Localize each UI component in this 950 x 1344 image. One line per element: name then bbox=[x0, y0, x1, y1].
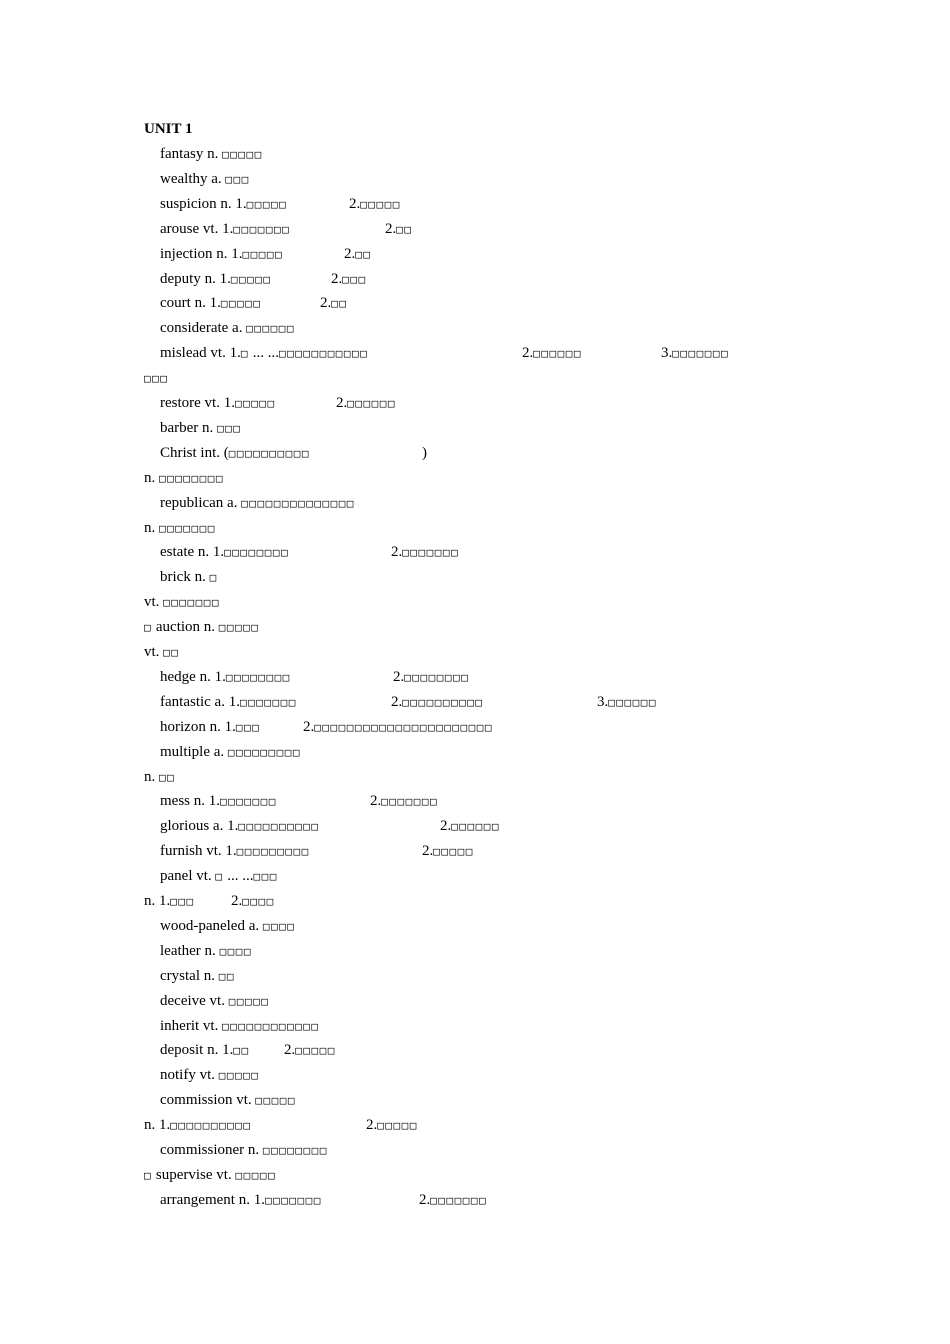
entry-sense bbox=[331, 269, 367, 290]
entry-line bbox=[160, 1065, 259, 1086]
sense-number: 2. bbox=[366, 1117, 378, 1134]
unrendered-glyphs: □□□□□□□□ bbox=[224, 546, 290, 560]
unrendered-glyphs: □□□□□□□ bbox=[233, 222, 291, 236]
entry-line bbox=[160, 1016, 320, 1037]
entry-line bbox=[160, 791, 277, 812]
entry-line bbox=[160, 318, 295, 339]
unrendered-glyphs: □□□□□□□ bbox=[381, 795, 439, 809]
entry-sense bbox=[366, 1115, 418, 1136]
unrendered-glyphs: □□ bbox=[331, 297, 348, 311]
unrendered-glyphs: □□□□ bbox=[219, 944, 253, 958]
unrendered-glyphs: □□□□□ bbox=[228, 994, 270, 1008]
sense-number: 2. bbox=[370, 793, 382, 810]
entry-text: court n. 1. bbox=[160, 295, 221, 312]
entry-text: arouse vt. 1. bbox=[160, 220, 234, 237]
entry-sense bbox=[422, 443, 427, 463]
unrendered-glyphs: □□ bbox=[396, 222, 413, 236]
unrendered-glyphs: □□□□□□□ bbox=[430, 1193, 488, 1207]
entry-sense bbox=[370, 791, 438, 812]
entry-sense bbox=[344, 244, 372, 265]
unrendered-glyphs: □□□□□□□ bbox=[159, 521, 216, 535]
unrendered-glyphs: □□□□□□ bbox=[246, 322, 295, 336]
unrendered-glyphs: □□□□□□□□□□□ bbox=[278, 347, 369, 361]
sense-number: 2. bbox=[320, 295, 332, 312]
entry-line bbox=[144, 617, 259, 638]
entry-text: mess n. 1. bbox=[160, 793, 220, 810]
entry-text: furnish vt. 1. bbox=[160, 843, 237, 860]
unrendered-glyphs: □□□□□ bbox=[433, 845, 474, 859]
entry-text: considerate a. bbox=[160, 320, 247, 337]
entry-line bbox=[144, 518, 216, 539]
entry-text: n. bbox=[144, 469, 159, 486]
unrendered-glyphs: □□□□□ bbox=[235, 1168, 277, 1182]
unrendered-glyphs: □□ bbox=[233, 1044, 250, 1058]
unrendered-glyphs: □□□□□ bbox=[222, 148, 263, 161]
entry-sense bbox=[661, 343, 729, 364]
entry-text: brick n. bbox=[160, 569, 210, 586]
entry-line bbox=[160, 941, 252, 962]
entry-sense bbox=[393, 667, 469, 688]
unrendered-glyphs: □□□□□ bbox=[220, 297, 262, 311]
entry-text: wood-paneled a. bbox=[160, 917, 263, 934]
entry-line bbox=[160, 343, 368, 364]
unrendered-glyphs: □ bbox=[144, 1168, 153, 1182]
entry-line bbox=[160, 567, 218, 588]
entry-line bbox=[160, 692, 297, 713]
entry-text: multiple a. bbox=[160, 743, 228, 760]
entry-text: n. bbox=[144, 519, 159, 536]
sense-number: 2. bbox=[284, 1042, 296, 1059]
sense-number: 2. bbox=[349, 195, 361, 212]
unrendered-glyphs: □□□□□□ bbox=[608, 695, 657, 709]
entry-text: vt. bbox=[144, 644, 164, 660]
unrendered-glyphs: □□□□□□ bbox=[451, 820, 500, 834]
unrendered-glyphs: □□□□□□□ bbox=[220, 795, 277, 809]
entry-text: fantastic a. 1. bbox=[160, 693, 240, 710]
entry-line bbox=[144, 1165, 276, 1186]
entry-text: commissioner n. bbox=[160, 1142, 263, 1158]
entry-sense bbox=[385, 219, 413, 240]
unrendered-glyphs: □□ bbox=[355, 247, 372, 261]
entry-text: fantasy n. bbox=[160, 146, 223, 162]
entry-line bbox=[160, 1190, 322, 1211]
entry-text: Christ int. ( bbox=[160, 444, 229, 461]
entry-text: deposit n. 1. bbox=[160, 1042, 234, 1059]
sense-number: 3. bbox=[661, 345, 673, 362]
unrendered-glyphs: □□□□□□□ bbox=[672, 347, 730, 361]
unrendered-glyphs: □□□ bbox=[253, 870, 278, 884]
entry-text: vt. bbox=[144, 594, 164, 611]
unrendered-glyphs: □□□□□□□□ bbox=[262, 1144, 328, 1157]
unrendered-glyphs: □□□ bbox=[225, 172, 250, 186]
unrendered-glyphs: □□□□□□□□□□ bbox=[402, 695, 484, 709]
unrendered-glyphs: □□□□□ bbox=[218, 1069, 260, 1083]
entry-line bbox=[160, 293, 261, 314]
entry-line bbox=[144, 891, 195, 912]
entry-text: n. bbox=[144, 768, 159, 785]
unrendered-glyphs: □□□□□□□□□□ bbox=[238, 820, 320, 834]
unrendered-glyphs: □□□□□ bbox=[295, 1044, 336, 1058]
entry-line bbox=[160, 219, 290, 240]
entry-sense bbox=[231, 891, 275, 912]
entry-line bbox=[144, 468, 224, 489]
entry-line bbox=[160, 1140, 328, 1161]
unrendered-glyphs: □ bbox=[209, 571, 218, 585]
unrendered-glyphs: □□□□ bbox=[262, 919, 296, 933]
entry-line bbox=[160, 194, 287, 215]
sense-number: 2. bbox=[391, 544, 403, 561]
entry-text: restore vt. 1. bbox=[160, 395, 235, 411]
entry-text: barber n. bbox=[160, 419, 218, 436]
entry-line bbox=[160, 443, 310, 464]
sense-number: 3. bbox=[597, 693, 609, 710]
entry-line bbox=[160, 841, 310, 862]
entry-text: commission vt. bbox=[160, 1092, 256, 1109]
entry-text: ... ... bbox=[223, 868, 254, 885]
entry-sense bbox=[522, 343, 582, 364]
entry-line bbox=[160, 144, 263, 165]
entry-text: republican a. bbox=[160, 494, 242, 511]
unrendered-glyphs: □□□□□ bbox=[230, 272, 272, 286]
unrendered-glyphs: □□□□□□□□ bbox=[225, 670, 291, 684]
entry-text: mislead vt. 1. bbox=[160, 345, 241, 362]
unrendered-glyphs: □ bbox=[144, 621, 153, 635]
unrendered-glyphs: □□□□□ bbox=[377, 1119, 418, 1133]
entry-text: inherit vt. bbox=[160, 1017, 223, 1034]
entry-sense bbox=[422, 841, 474, 862]
unrendered-glyphs: □□□□□ bbox=[234, 397, 276, 410]
unrendered-glyphs: □ bbox=[215, 870, 224, 884]
sense-number: 2. bbox=[391, 693, 403, 710]
unrendered-glyphs: □□□□□□□□ bbox=[159, 471, 224, 485]
unrendered-glyphs: □□□ bbox=[217, 421, 242, 435]
unrendered-glyphs: □□□□□□□□□□□□□□□□□□□□□□ bbox=[314, 720, 493, 734]
entry-sense bbox=[303, 717, 493, 738]
sense-number: 2. bbox=[385, 220, 397, 237]
entry-sense bbox=[419, 1190, 487, 1211]
entry-sense bbox=[284, 1040, 336, 1061]
entry-text: crystal n. bbox=[160, 967, 219, 984]
sense-number: 2. bbox=[303, 718, 315, 735]
unrendered-glyphs: □□□□□□□□□ bbox=[227, 745, 302, 759]
sense-number: 2. bbox=[344, 245, 356, 262]
unrendered-glyphs: □□□ bbox=[235, 720, 261, 734]
entry-text: panel vt. bbox=[160, 868, 216, 885]
unrendered-glyphs: □□ bbox=[163, 646, 180, 659]
entry-text: deputy n. 1. bbox=[160, 270, 231, 287]
unrendered-glyphs: □□□□□ bbox=[255, 1094, 297, 1108]
entry-line bbox=[160, 418, 241, 439]
entry-line bbox=[160, 816, 320, 837]
entry-line bbox=[160, 269, 271, 290]
entry-line bbox=[160, 393, 276, 414]
entry-text: notify vt. bbox=[160, 1067, 219, 1084]
entry-sense bbox=[349, 194, 401, 215]
sense-number: 2. bbox=[522, 345, 534, 362]
unrendered-glyphs: □□□□□□□ bbox=[402, 546, 460, 560]
entry-line bbox=[160, 866, 278, 887]
sense-number: 2. bbox=[419, 1191, 431, 1208]
entry-line bbox=[160, 991, 269, 1012]
sense-number: 2. bbox=[422, 843, 434, 860]
sense-number: 2. bbox=[393, 668, 405, 685]
entry-text: auction n. bbox=[152, 619, 219, 636]
entry-sense bbox=[597, 692, 657, 713]
unrendered-glyphs: □□□□□□□□□ bbox=[236, 845, 310, 859]
entry-text: arrangement n. 1. bbox=[160, 1191, 265, 1208]
entry-line bbox=[144, 1115, 251, 1136]
unrendered-glyphs: □□□□□□□□□□□□□□ bbox=[241, 496, 355, 510]
entry-line bbox=[144, 767, 175, 788]
entry-text: injection n. 1. bbox=[160, 245, 243, 262]
entry-sense bbox=[336, 393, 396, 414]
entry-line bbox=[144, 642, 179, 663]
entry-sense bbox=[440, 816, 500, 837]
sense-number: 2. bbox=[440, 818, 452, 835]
unrendered-glyphs: □□□□□ bbox=[360, 197, 401, 211]
unrendered-glyphs: □□□□□□□□□□ bbox=[170, 1119, 252, 1133]
unrendered-glyphs: □□□□□□□□ bbox=[404, 670, 470, 684]
sense-number: ) bbox=[422, 444, 427, 461]
entry-text: n. 1. bbox=[144, 893, 171, 909]
entry-line bbox=[160, 169, 250, 190]
unrendered-glyphs: □□□□ bbox=[242, 895, 275, 908]
entry-text: hedge n. 1. bbox=[160, 668, 226, 685]
unrendered-glyphs: □□□□□□□ bbox=[264, 1193, 322, 1207]
unrendered-glyphs: □□□□□□□ bbox=[239, 695, 297, 709]
entry-text: n. 1. bbox=[144, 1117, 171, 1134]
entry-text: wealthy a. bbox=[160, 170, 226, 187]
entry-line bbox=[160, 244, 283, 265]
unrendered-glyphs: □□□□□□□□□□ bbox=[228, 446, 310, 460]
entry-line bbox=[144, 368, 168, 389]
entry-line bbox=[160, 966, 235, 987]
entry-text: horizon n. 1. bbox=[160, 718, 236, 735]
unit-heading: UNIT 1 bbox=[144, 121, 193, 137]
entry-sense bbox=[391, 542, 459, 563]
entry-text: estate n. 1. bbox=[160, 544, 225, 561]
entry-text: glorious a. 1. bbox=[160, 818, 239, 835]
entry-line bbox=[160, 742, 301, 763]
unrendered-glyphs: □□□□□□□ bbox=[163, 596, 221, 610]
entry-sense bbox=[320, 293, 348, 314]
entry-line bbox=[160, 916, 295, 937]
entry-line bbox=[160, 493, 355, 514]
entry-line bbox=[160, 717, 260, 738]
sense-number: 2. bbox=[331, 270, 343, 287]
unrendered-glyphs: □□□□□□ bbox=[347, 397, 396, 410]
unrendered-glyphs: □□□□□ bbox=[242, 247, 284, 261]
entry-line bbox=[144, 592, 220, 613]
unrendered-glyphs: □□□ bbox=[170, 895, 195, 908]
unrendered-glyphs: □□□ bbox=[342, 272, 367, 286]
entry-sense bbox=[391, 692, 483, 713]
unrendered-glyphs: □□□□□□□□□□□□ bbox=[222, 1019, 320, 1033]
sense-number: 2. bbox=[336, 395, 348, 411]
unrendered-glyphs: □□□ bbox=[144, 372, 169, 386]
unrendered-glyphs: □□□□□ bbox=[218, 621, 260, 635]
unrendered-glyphs: □□ bbox=[159, 770, 176, 784]
entry-line bbox=[160, 1090, 296, 1111]
entry-text: ... ... bbox=[248, 345, 279, 362]
entry-text: supervise vt. bbox=[152, 1166, 236, 1183]
unrendered-glyphs: □□□□□ bbox=[246, 197, 288, 211]
unrendered-glyphs: □ bbox=[240, 347, 249, 361]
unrendered-glyphs: □□□□□□ bbox=[533, 347, 582, 361]
entry-text: leather n. bbox=[160, 942, 220, 959]
entry-line bbox=[160, 1040, 250, 1061]
entry-line bbox=[160, 542, 289, 563]
unrendered-glyphs: □□ bbox=[218, 969, 235, 983]
entry-text: suspicion n. 1. bbox=[160, 195, 247, 212]
entry-text: deceive vt. bbox=[160, 992, 229, 1009]
sense-number: 2. bbox=[231, 893, 243, 909]
entry-line bbox=[160, 667, 291, 688]
